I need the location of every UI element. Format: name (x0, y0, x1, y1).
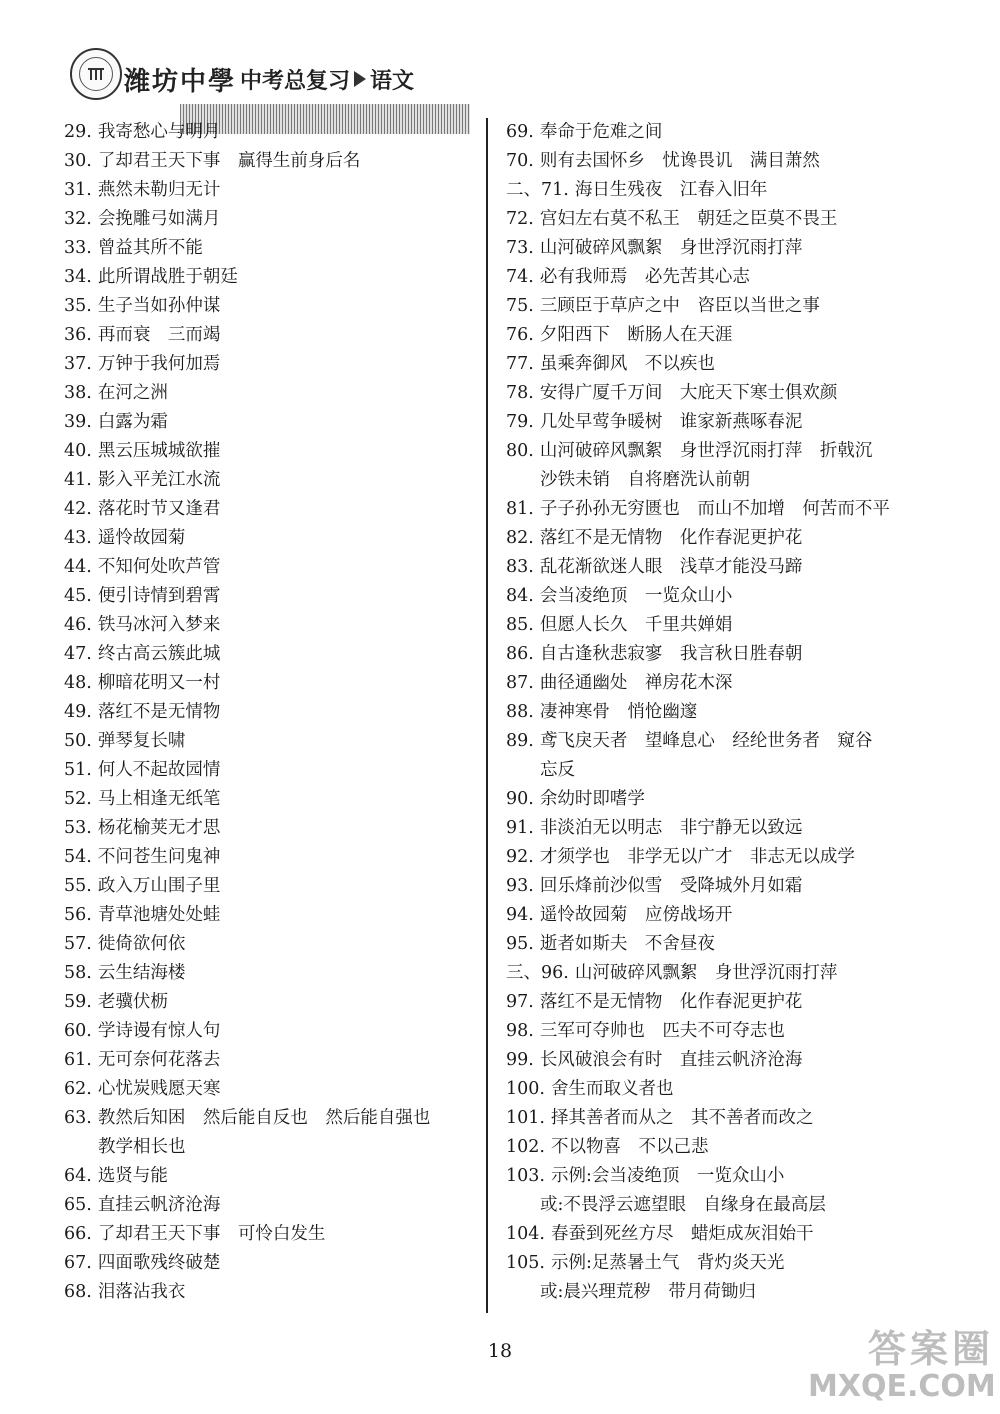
answer-text: 自古逢秋悲寂寥 我言秋日胜春朝 (539, 644, 803, 664)
answer-text: 此所谓战胜于朝廷 (97, 267, 238, 287)
answer-number: 三、96. (506, 963, 569, 983)
answer-text: 会当凌绝顶 一览众山小 (539, 586, 733, 606)
answer-text: 选贤与能 (97, 1166, 168, 1186)
answer-number: 91. (506, 818, 534, 838)
book-title: 中考总复习 (240, 68, 351, 94)
answer-number: 104. (506, 1224, 545, 1244)
answer-text: 弹琴复长啸 (97, 731, 186, 751)
answer-number: 81. (506, 499, 534, 519)
answer-number: 54. (64, 847, 92, 867)
seal-inner-ring (79, 57, 113, 91)
answer-item (506, 437, 936, 466)
answer-number: 105. (506, 1253, 545, 1273)
answer-text: 鸢飞戾天者 望峰息心 经纶世务者 窥谷 (539, 731, 873, 751)
answer-text: 则有去国怀乡 忧谗畏讥 满目萧然 (539, 151, 820, 171)
answer-item (64, 1162, 474, 1191)
answer-text: 直挂云帆济沧海 (97, 1195, 221, 1215)
answer-item (506, 814, 936, 843)
answer-text: 铁马冰河入梦来 (97, 615, 221, 635)
answer-text: 回乐烽前沙似雪 受降城外月如霜 (539, 876, 803, 896)
answer-item (64, 1104, 474, 1133)
answer-item (506, 321, 936, 350)
answer-text: 马上相逢无纸笔 (97, 789, 221, 809)
right-answer-column (506, 118, 936, 1307)
answer-item (64, 1278, 474, 1307)
answer-text: 了却君王天下事 赢得生前身后名 (97, 151, 361, 171)
answer-item (64, 727, 474, 756)
answer-item (64, 553, 474, 582)
answer-item (64, 495, 474, 524)
answer-text: 山河破碎风飘絮 身世浮沉雨打萍 (574, 963, 838, 983)
answer-item (506, 118, 936, 147)
answer-item (64, 640, 474, 669)
answer-number: 101. (506, 1108, 545, 1128)
answer-text: 徙倚欲何依 (97, 934, 186, 954)
answer-item (506, 640, 936, 669)
answer-item (64, 582, 474, 611)
answer-number: 46. (64, 615, 92, 635)
answer-item (506, 1249, 936, 1278)
answer-number: 77. (506, 354, 534, 374)
answer-text: 三顾臣于草庐之中 咨臣以当世之事 (539, 296, 820, 316)
answer-text: 舍生而取义者也 (550, 1079, 674, 1099)
answer-number: 55. (64, 876, 92, 896)
answer-text: 老骥伏枥 (97, 992, 168, 1012)
answer-item (506, 988, 936, 1017)
answer-item (506, 263, 936, 292)
answer-text: 几处早莺争暖树 谁家新燕啄春泥 (539, 412, 803, 432)
answer-item (506, 901, 936, 930)
answer-item (64, 292, 474, 321)
answer-item (64, 466, 474, 495)
answer-number: 29. (64, 122, 92, 142)
answer-number: 35. (64, 296, 92, 316)
answer-number: 60. (64, 1021, 92, 1041)
answer-item (506, 292, 936, 321)
answer-number: 42. (64, 499, 92, 519)
answer-text: 杨花榆荚无才思 (97, 818, 221, 838)
answer-text: 遥怜故园菊 (97, 528, 186, 548)
answer-number: 103. (506, 1166, 545, 1186)
answer-item (64, 843, 474, 872)
answer-number: 82. (506, 528, 534, 548)
answer-item (64, 234, 474, 263)
answer-number: 47. (64, 644, 92, 664)
answer-text-continuation: 或:不畏浮云遮望眼 自缘身在最高层 (540, 1195, 826, 1215)
answer-item (64, 379, 474, 408)
answer-number: 58. (64, 963, 92, 983)
answer-item (64, 669, 474, 698)
watermark-logo (808, 1328, 994, 1408)
answer-item (64, 611, 474, 640)
answer-number: 34. (64, 267, 92, 287)
answer-text: 示例:足蒸暑土气 背灼炎天光 (550, 1253, 785, 1273)
answer-number: 100. (506, 1079, 545, 1099)
answer-number: 88. (506, 702, 534, 722)
answer-number: 90. (506, 789, 534, 809)
answer-text: 曲径通幽处 禅房花木深 (539, 673, 733, 693)
answer-text: 终古高云簇此城 (97, 644, 221, 664)
answer-text: 学诗谩有惊人句 (97, 1021, 221, 1041)
answer-item (506, 234, 936, 263)
answer-item (506, 1133, 936, 1162)
answer-number: 52. (64, 789, 92, 809)
answer-number: 49. (64, 702, 92, 722)
answer-text: 奉命于危难之间 (539, 122, 663, 142)
answer-item (506, 930, 936, 959)
answer-number: 56. (64, 905, 92, 925)
answer-text: 示例:会当凌绝顶 一览众山小 (550, 1166, 785, 1186)
answer-number: 44. (64, 557, 92, 577)
answer-number: 38. (64, 383, 92, 403)
answer-item (64, 437, 474, 466)
answer-item (64, 350, 474, 379)
page-number: 18 (487, 1340, 513, 1362)
answer-text-continuation: 教学相长也 (98, 1137, 186, 1157)
answer-text: 柳暗花明又一村 (97, 673, 221, 693)
answer-item (506, 205, 936, 234)
column-divider (486, 118, 488, 1313)
answer-number: 68. (64, 1282, 92, 1302)
answer-item (506, 495, 936, 524)
answer-item (64, 988, 474, 1017)
answer-number: 80. (506, 441, 534, 461)
answer-item (64, 1075, 474, 1104)
header-title (124, 60, 415, 98)
answer-text: 落红不是无情物 化作春泥更护花 (539, 992, 803, 1012)
answer-number: 92. (506, 847, 534, 867)
answer-number: 87. (506, 673, 534, 693)
answer-number: 51. (64, 760, 92, 780)
answer-number: 85. (506, 615, 534, 635)
answer-number: 97. (506, 992, 534, 1012)
answer-number: 33. (64, 238, 92, 258)
answer-item (64, 524, 474, 553)
answer-item (64, 1017, 474, 1046)
answer-text: 逝者如斯夫 不舍昼夜 (539, 934, 715, 954)
answer-number: 73. (506, 238, 534, 258)
answer-text-continuation: 忘反 (540, 760, 575, 780)
answer-text: 虽乘奔御风 不以疾也 (539, 354, 715, 374)
answer-text: 青草池塘处处蛙 (97, 905, 221, 925)
answer-number: 99. (506, 1050, 534, 1070)
answer-item (64, 263, 474, 292)
answer-number: 98. (506, 1021, 534, 1041)
answer-item (506, 1075, 936, 1104)
answer-number: 43. (64, 528, 92, 548)
answer-number: 83. (506, 557, 534, 577)
answer-item (64, 930, 474, 959)
answer-number: 57. (64, 934, 92, 954)
answer-item (506, 1104, 936, 1133)
answer-number: 94. (506, 905, 534, 925)
answer-text-continuation: 沙铁未销 自将磨洗认前朝 (540, 470, 750, 490)
answer-item (506, 553, 936, 582)
answer-item (64, 321, 474, 350)
answer-text: 不问苍生问鬼神 (97, 847, 221, 867)
answer-text: 何人不起故园情 (97, 760, 221, 780)
answer-number: 72. (506, 209, 534, 229)
answer-item (506, 350, 936, 379)
answer-item (506, 1046, 936, 1075)
answer-item (64, 901, 474, 930)
answer-text: 燕然未勒归无计 (97, 180, 221, 200)
answer-item (64, 147, 474, 176)
answer-item (506, 872, 936, 901)
answer-number: 32. (64, 209, 92, 229)
answer-item (506, 843, 936, 872)
answer-text: 云生结海楼 (97, 963, 186, 983)
answer-item (506, 1017, 936, 1046)
answer-text: 我寄愁心与明月 (97, 122, 221, 142)
answer-number: 70. (506, 151, 534, 171)
answer-text: 政入万山围子里 (97, 876, 221, 896)
answer-text: 海日生残夜 江春入旧年 (574, 180, 768, 200)
answer-number: 79. (506, 412, 534, 432)
answer-item (64, 959, 474, 988)
answer-item (506, 1162, 936, 1191)
answer-number: 64. (64, 1166, 92, 1186)
answer-number: 84. (506, 586, 534, 606)
answer-text: 山河破碎风飘絮 身世浮沉雨打萍 折戟沉 (539, 441, 873, 461)
answer-number: 66. (64, 1224, 92, 1244)
watermark-bottom: MXQE.COM (808, 1369, 996, 1404)
answer-text-continuation: 或:晨兴理荒秽 带月荷锄归 (540, 1282, 756, 1302)
answer-item (64, 814, 474, 843)
answer-item (506, 669, 936, 698)
answer-item (64, 1046, 474, 1075)
answer-number: 30. (64, 151, 92, 171)
answer-item (506, 959, 936, 988)
answer-item (506, 582, 936, 611)
answer-text: 在河之洲 (97, 383, 168, 403)
answer-number: 39. (64, 412, 92, 432)
answer-number: 53. (64, 818, 92, 838)
answer-number: 45. (64, 586, 92, 606)
answer-number: 76. (506, 325, 534, 345)
answer-number: 69. (506, 122, 534, 142)
answer-number: 78. (506, 383, 534, 403)
answer-number: 95. (506, 934, 534, 954)
left-answer-column (64, 118, 474, 1307)
answer-number: 59. (64, 992, 92, 1012)
answer-item (506, 785, 936, 814)
answer-text: 万钟于我何加焉 (97, 354, 221, 374)
answer-number: 102. (506, 1137, 545, 1157)
school-name: 潍坊中學 (124, 66, 237, 97)
answer-text: 山河破碎风飘絮 身世浮沉雨打萍 (539, 238, 803, 258)
answer-text: 不知何处吹芦管 (97, 557, 221, 577)
answer-text: 遥怜故园菊 应傍战场开 (539, 905, 733, 925)
answer-item (64, 408, 474, 437)
answer-item (506, 408, 936, 437)
answer-text: 会挽雕弓如满月 (97, 209, 221, 229)
answer-number: 48. (64, 673, 92, 693)
answer-item (64, 756, 474, 785)
answer-item (64, 1220, 474, 1249)
answer-item (506, 1220, 936, 1249)
answer-number: 65. (64, 1195, 92, 1215)
answer-text: 宫妇左右莫不私王 朝廷之臣莫不畏王 (539, 209, 838, 229)
answer-text: 三军可夺帅也 匹夫不可夺志也 (539, 1021, 785, 1041)
answer-text: 但愿人长久 千里共婵娟 (539, 615, 733, 635)
answer-text: 择其善者而从之 其不善者而改之 (550, 1108, 814, 1128)
answer-item (64, 118, 474, 147)
answer-number: 89. (506, 731, 534, 751)
answer-number: 86. (506, 644, 534, 664)
answer-number: 67. (64, 1253, 92, 1273)
answer-text: 乱花渐欲迷人眼 浅草才能没马蹄 (539, 557, 803, 577)
watermark-top: 答案圈 (867, 1327, 994, 1371)
answer-text: 便引诗情到碧霄 (97, 586, 221, 606)
answer-text: 无可奈何花落去 (97, 1050, 221, 1070)
answer-item (64, 205, 474, 234)
answer-text: 余幼时即嗜学 (539, 789, 645, 809)
answer-number: 62. (64, 1079, 92, 1099)
answer-text: 才须学也 非学无以广才 非志无以成学 (539, 847, 855, 867)
answer-number: 61. (64, 1050, 92, 1070)
answer-number: 37. (64, 354, 92, 374)
answer-text: 必有我师焉 必先苦其心志 (539, 267, 750, 287)
answer-text: 夕阳西下 断肠人在天涯 (539, 325, 733, 345)
answer-text: 再而衰 三而竭 (97, 325, 221, 345)
answer-number: 93. (506, 876, 534, 896)
answer-item (506, 176, 936, 205)
answer-text: 落红不是无情物 (97, 702, 221, 722)
answer-number: 二、71. (506, 180, 569, 200)
answer-number: 41. (64, 470, 92, 490)
answer-item (506, 524, 936, 553)
answer-text: 不以物喜 不以己悲 (550, 1137, 709, 1157)
page-header (60, 40, 415, 110)
answer-item (506, 698, 936, 727)
answer-item (64, 1249, 474, 1278)
answer-number: 75. (506, 296, 534, 316)
answer-text: 落花时节又逢君 (97, 499, 221, 519)
answer-text: 春蚕到死丝方尽 蜡炬成灰泪始干 (550, 1224, 814, 1244)
answer-item (64, 176, 474, 205)
school-seal-logo (70, 48, 122, 100)
answer-number: 74. (506, 267, 534, 287)
answer-text: 了却君王天下事 可怜白发生 (97, 1224, 326, 1244)
answer-text: 长风破浪会有时 直挂云帆济沧海 (539, 1050, 803, 1070)
answer-text: 白露为霜 (97, 412, 168, 432)
answer-text: 泪落沾我衣 (97, 1282, 186, 1302)
answer-item (506, 147, 936, 176)
answer-text: 落红不是无情物 化作春泥更护花 (539, 528, 803, 548)
answer-number: 36. (64, 325, 92, 345)
answer-item (64, 785, 474, 814)
answer-item (64, 698, 474, 727)
answer-number: 63. (64, 1108, 92, 1128)
subject-label: 语文 (370, 68, 415, 94)
answer-number: 50. (64, 731, 92, 751)
answer-text: 凄神寒骨 悄怆幽邃 (539, 702, 698, 722)
answer-item (506, 611, 936, 640)
answer-number: 40. (64, 441, 92, 461)
gate-icon (86, 64, 106, 84)
answer-text: 子子孙孙无穷匮也 而山不加增 何苦而不平 (539, 499, 890, 519)
answer-text: 四面歌残终破楚 (97, 1253, 221, 1273)
answer-item (64, 1191, 474, 1220)
answer-text: 心忧炭贱愿天寒 (97, 1079, 221, 1099)
answer-text: 曾益其所不能 (97, 238, 203, 258)
answer-text: 生子当如孙仲谋 (97, 296, 221, 316)
answer-number: 31. (64, 180, 92, 200)
answer-item (506, 379, 936, 408)
answer-text: 非淡泊无以明志 非宁静无以致远 (539, 818, 803, 838)
answer-text: 黑云压城城欲摧 (97, 441, 221, 461)
play-arrow-icon (354, 71, 366, 87)
answer-text: 安得广厦千万间 大庇天下寒士俱欢颜 (539, 383, 838, 403)
answer-item (506, 727, 936, 756)
answer-item (64, 872, 474, 901)
answer-text: 影入平羌江水流 (97, 470, 221, 490)
answer-text: 教然后知困 然后能自反也 然后能自强也 (97, 1108, 431, 1128)
